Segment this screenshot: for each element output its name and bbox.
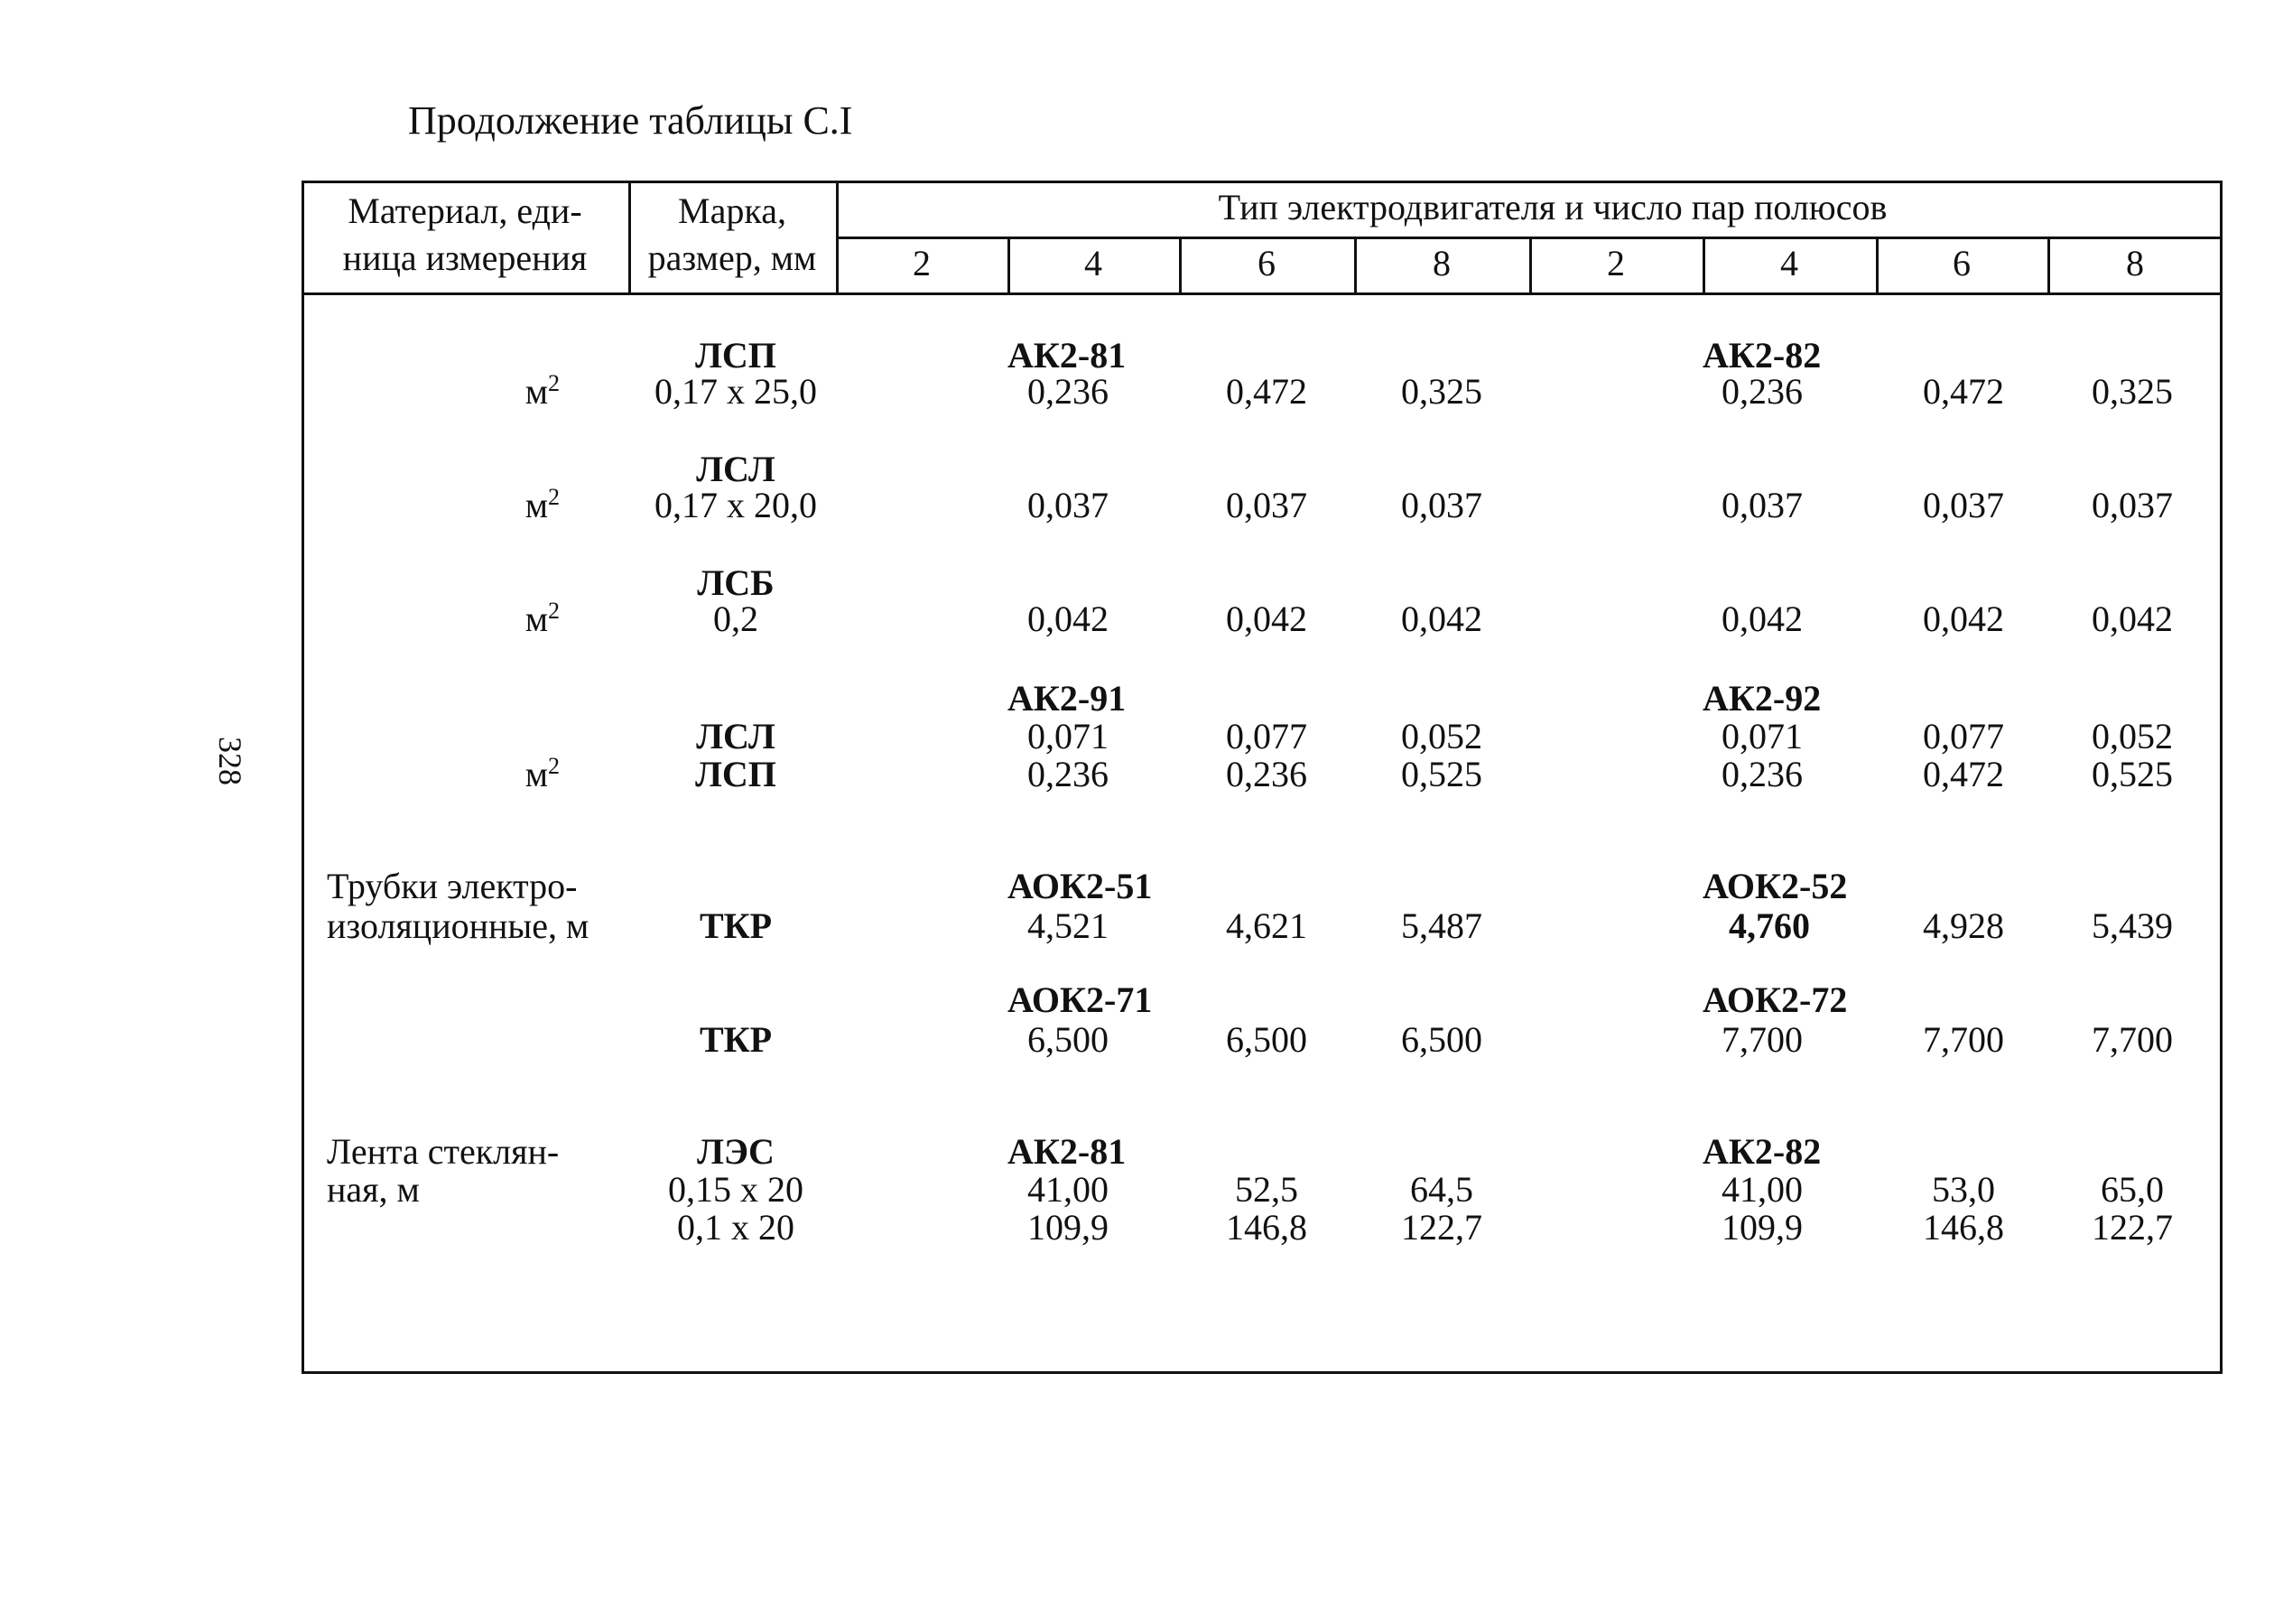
table-cell: 0,525 xyxy=(1401,754,1482,794)
col-divider-pole xyxy=(1703,237,1705,292)
material-label: Трубки электро- xyxy=(327,866,578,906)
table-cell: 4,521 xyxy=(1027,905,1109,946)
col-divider-mark xyxy=(836,181,839,292)
motor-type-label: АОК2-72 xyxy=(1703,979,1848,1020)
header-material: Материал, еди- xyxy=(348,190,582,231)
motor-type-label: АК2-81 xyxy=(1007,335,1127,376)
table-cell: 5,487 xyxy=(1401,905,1482,946)
table-cell: 6,500 xyxy=(1401,1019,1482,1060)
table-cell: 0,472 xyxy=(1226,371,1307,412)
pole-count: 8 xyxy=(1433,243,1451,283)
table-cell: 64,5 xyxy=(1410,1169,1473,1210)
unit-label: $м^2$ xyxy=(524,753,560,794)
motor-type-label: АК2-92 xyxy=(1703,678,1822,719)
table-cell: 109,9 xyxy=(1722,1207,1803,1248)
table-cell: 0,042 xyxy=(1027,599,1109,639)
table-cell: 0,325 xyxy=(2092,371,2173,412)
page-number: 328 xyxy=(212,737,248,785)
table-cell: 0,052 xyxy=(2092,716,2173,756)
table-cell: 0,325 xyxy=(1401,371,1482,412)
pole-count: 8 xyxy=(2126,243,2144,283)
col-divider-material xyxy=(628,181,631,292)
table-cell: 0,042 xyxy=(1226,599,1307,639)
table-cell: 4,621 xyxy=(1226,905,1307,946)
unit-label: $м^2$ xyxy=(524,598,560,639)
table-cell: 6,500 xyxy=(1226,1019,1307,1060)
col-divider-pole xyxy=(1876,237,1879,292)
motor-type-label: АОК2-51 xyxy=(1007,866,1153,906)
pole-count: 6 xyxy=(1258,243,1276,283)
size-label: 0,17 х 25,0 xyxy=(654,371,817,412)
col-divider-pole xyxy=(1354,237,1357,292)
pole-count: 2 xyxy=(1607,243,1625,283)
table-cell: 0,077 xyxy=(1923,716,2004,756)
mark-label: ЛСБ xyxy=(697,562,775,603)
table-cell: 7,700 xyxy=(2092,1019,2173,1060)
mark-label: ЛСЛ xyxy=(696,716,775,756)
table-cell: 0,236 xyxy=(1027,754,1109,794)
table-cell: 52,5 xyxy=(1235,1169,1298,1210)
size-label: 0,2 xyxy=(713,599,758,639)
material-label: изоляционные, м xyxy=(327,905,589,946)
col-divider-pole xyxy=(2047,237,2050,292)
table-cell: 41,00 xyxy=(1027,1169,1109,1210)
table-cell: 146,8 xyxy=(1226,1207,1307,1248)
table-cell: 122,7 xyxy=(2092,1207,2173,1248)
material-label: ная, м xyxy=(327,1169,420,1210)
size-label: 0,1 х 20 xyxy=(677,1207,794,1248)
table-cell: 0,037 xyxy=(1226,485,1307,525)
unit-label: $м^2$ xyxy=(524,370,560,412)
table-cell: 0,071 xyxy=(1722,716,1803,756)
table-cell: 4,760 xyxy=(1729,905,1810,946)
col-divider-pole xyxy=(1007,237,1010,292)
table-cell: 0,077 xyxy=(1226,716,1307,756)
motor-type-label: АК2-82 xyxy=(1703,335,1822,376)
header-group-title: Тип электродвигателя и число пар полюсов xyxy=(1218,187,1888,227)
table-cell: 65,0 xyxy=(2101,1169,2164,1210)
pole-count: 4 xyxy=(1780,243,1798,283)
table-cell: 0,037 xyxy=(2092,485,2173,525)
table-cell: 7,700 xyxy=(1923,1019,2004,1060)
table-cell: 6,500 xyxy=(1027,1019,1109,1060)
motor-type-label: АОК2-52 xyxy=(1703,866,1848,906)
motor-type-label: АК2-82 xyxy=(1703,1131,1822,1172)
motor-type-label: АК2-81 xyxy=(1007,1131,1127,1172)
header-material: ница измерения xyxy=(342,237,588,278)
size-label: 0,17 х 20,0 xyxy=(654,485,817,525)
table-cell: 41,00 xyxy=(1722,1169,1803,1210)
mark-label: ЛСП xyxy=(695,754,776,794)
table-cell: 0,042 xyxy=(2092,599,2173,639)
table-cell: 0,236 xyxy=(1226,754,1307,794)
table-cell: 0,071 xyxy=(1027,716,1109,756)
table-cell: 0,525 xyxy=(2092,754,2173,794)
table-cell: 0,037 xyxy=(1401,485,1482,525)
table-cell: 0,236 xyxy=(1027,371,1109,412)
table-caption: Продолжение таблицы С.I xyxy=(408,98,853,143)
table-cell: 0,037 xyxy=(1722,485,1803,525)
header-bottom-line xyxy=(302,292,2223,295)
header-mark: размер, мм xyxy=(647,237,817,278)
pole-count: 6 xyxy=(1953,243,1971,283)
material-label: Лента стеклян- xyxy=(327,1131,560,1172)
motor-type-label: АОК2-71 xyxy=(1007,979,1153,1020)
mark-label: ТКР xyxy=(699,905,773,946)
mark-label: ЛСЛ xyxy=(696,449,775,489)
table-cell: 4,928 xyxy=(1923,905,2004,946)
unit-label: $м^2$ xyxy=(524,484,560,525)
table-cell: 53,0 xyxy=(1932,1169,1995,1210)
table-cell: 0,037 xyxy=(1923,485,2004,525)
size-label: 0,15 х 20 xyxy=(668,1169,803,1210)
table-cell: 0,037 xyxy=(1027,485,1109,525)
table-cell: 146,8 xyxy=(1923,1207,2004,1248)
mark-label: ЛСП xyxy=(695,335,776,376)
mark-label: ЛЭС xyxy=(697,1131,775,1172)
motor-type-label: АК2-91 xyxy=(1007,678,1127,719)
pole-count: 4 xyxy=(1084,243,1102,283)
col-divider-pole xyxy=(1179,237,1182,292)
table-cell: 0,472 xyxy=(1923,371,2004,412)
table-cell: 109,9 xyxy=(1027,1207,1109,1248)
table-cell: 0,042 xyxy=(1722,599,1803,639)
mark-label: ТКР xyxy=(699,1019,773,1060)
pole-count: 2 xyxy=(913,243,931,283)
table-cell: 5,439 xyxy=(2092,905,2173,946)
col-divider-pole xyxy=(1529,237,1532,292)
table-cell: 0,042 xyxy=(1923,599,2004,639)
table-cell: 0,052 xyxy=(1401,716,1482,756)
table-cell: 0,236 xyxy=(1722,754,1803,794)
table-cell: 0,042 xyxy=(1401,599,1482,639)
table-cell: 7,700 xyxy=(1722,1019,1803,1060)
header-mark: Марка, xyxy=(678,190,786,231)
table-cell: 0,236 xyxy=(1722,371,1803,412)
table-cell: 122,7 xyxy=(1401,1207,1482,1248)
table-cell: 0,472 xyxy=(1923,754,2004,794)
